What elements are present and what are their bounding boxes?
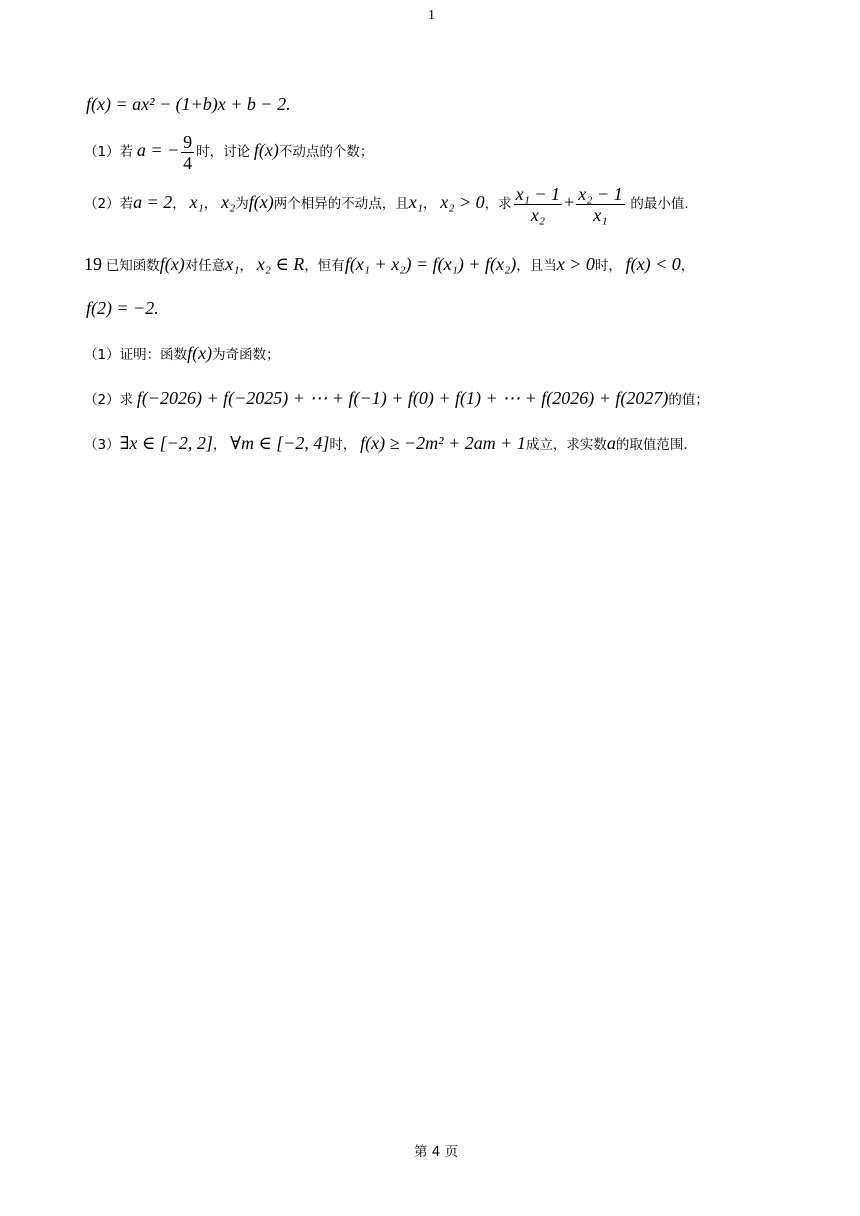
q18-p2-cond: a = 2: [133, 191, 173, 212]
q18-part1: [84, 132, 373, 173]
q18-p2-sep1: ，: [172, 195, 186, 212]
q18-p2-frac2-num: x₂ − 1: [578, 184, 623, 204]
q18-p1-label: （1）若: [84, 143, 134, 160]
q18-p2-fraction2: [576, 184, 624, 225]
q19-sep: ，: [239, 258, 253, 274]
q19-statement-cont: [86, 296, 159, 322]
q19-text1: 已知函数: [105, 258, 160, 274]
q18-p2-fraction1: [514, 184, 562, 225]
q18-part2: [84, 184, 689, 225]
q19-p2-tail: 的值；: [668, 392, 709, 408]
q18-intro-equation: [86, 92, 291, 118]
q19-text4: ，且当: [516, 258, 557, 274]
q19-part2: [84, 386, 709, 412]
q19-text2: 对任意: [184, 258, 226, 274]
q18-p2-sep2: ，: [203, 195, 218, 212]
q18-p2-plus: +: [564, 191, 575, 212]
q19-f2: f(2) = −2.: [86, 298, 159, 318]
q19-p3-label: （3）: [84, 437, 120, 453]
q18-p2-frac1-den: x₂: [530, 205, 545, 225]
q18-p2-x1: x₁: [189, 191, 204, 212]
q19-p1-label: （1）证明：函数: [84, 347, 188, 363]
q19-p3-text2: 成立，求实数: [525, 437, 607, 453]
q18-p1-fraction: [181, 132, 194, 173]
q19-xpos: x > 0: [556, 254, 595, 274]
q19-statement: [84, 252, 694, 278]
q18-p2-x2pos: x₂ > 0: [440, 191, 485, 212]
q19-p3-text1: 时，: [329, 437, 357, 453]
q18-p2-frac1-num: x₁ − 1: [515, 184, 561, 204]
q19-text5: 时，: [594, 258, 622, 274]
q19-p3-exists: ∃x ∈ [−2, 2]: [119, 433, 213, 453]
q18-p2-fx: f(x): [248, 191, 274, 212]
q18-p2-sep3: ，: [422, 195, 437, 212]
q19-number: 19: [84, 254, 102, 274]
q18-intro-eq: f(x) = ax² − (1+b)x + b − 2.: [86, 94, 291, 114]
q18-p2-text1: 为: [235, 195, 249, 212]
q18-p2-label: （2）若: [84, 195, 134, 212]
q19-p1-fx: f(x): [187, 343, 213, 363]
q19-p3-tail: 的取值范围.: [615, 437, 688, 453]
q18-p2-text2: 两个相异的不动点，且: [273, 195, 409, 212]
q18-p2-x1b: x₁: [408, 191, 423, 212]
q18-p2-text3: ，求: [484, 195, 512, 212]
q18-p1-tail: 不动点的个数；: [278, 143, 374, 160]
q19-p1-tail: 为奇函数；: [212, 347, 280, 363]
header-page-number: 1: [428, 8, 435, 23]
footer-page-label: 第 4 页: [414, 1144, 459, 1160]
q19-x1: x₁: [225, 254, 240, 274]
q19-text3: ，恒有: [304, 258, 345, 274]
q19-x2inR: x₂ ∈ R: [256, 254, 305, 274]
q19-part1: [84, 341, 280, 367]
q19-p3-a: a: [606, 433, 616, 453]
q18-p1-text: 时，讨论: [196, 143, 251, 160]
q18-p2-frac2-den: x₁: [593, 205, 608, 225]
q18-p2-x2: x₂: [221, 191, 236, 212]
q19-p2-expr: f(−2026) + f(−2025) + ⋯ + f(−1) + f(0) + f(1) + ⋯ + f(2026) + f(2027): [136, 388, 669, 408]
q18-p1-cond: a = −: [136, 139, 180, 160]
q19-p2-label: （2）求: [84, 392, 134, 408]
q19-p3-forall: ∀m ∈ [−2, 4]: [230, 433, 330, 453]
q19-fx: f(x): [159, 254, 185, 274]
q19-p3-ineq: f(x) ≥ −2m² + 2am + 1: [360, 433, 526, 453]
q19-additive-eq: f(x₁ + x₂) = f(x₁) + f(x₂): [344, 254, 517, 274]
q19-p3-sep: ，: [212, 437, 227, 453]
q19-part3: [84, 431, 688, 457]
q19-fneg: f(x) < 0: [625, 254, 681, 274]
q18-p2-tail: 的最小值.: [630, 195, 689, 212]
q18-p1-frac-den: 4: [183, 153, 193, 173]
q19-comma: ，: [680, 258, 695, 274]
q18-p1-fx: f(x): [253, 139, 279, 160]
q18-p1-frac-num: 9: [183, 132, 193, 152]
